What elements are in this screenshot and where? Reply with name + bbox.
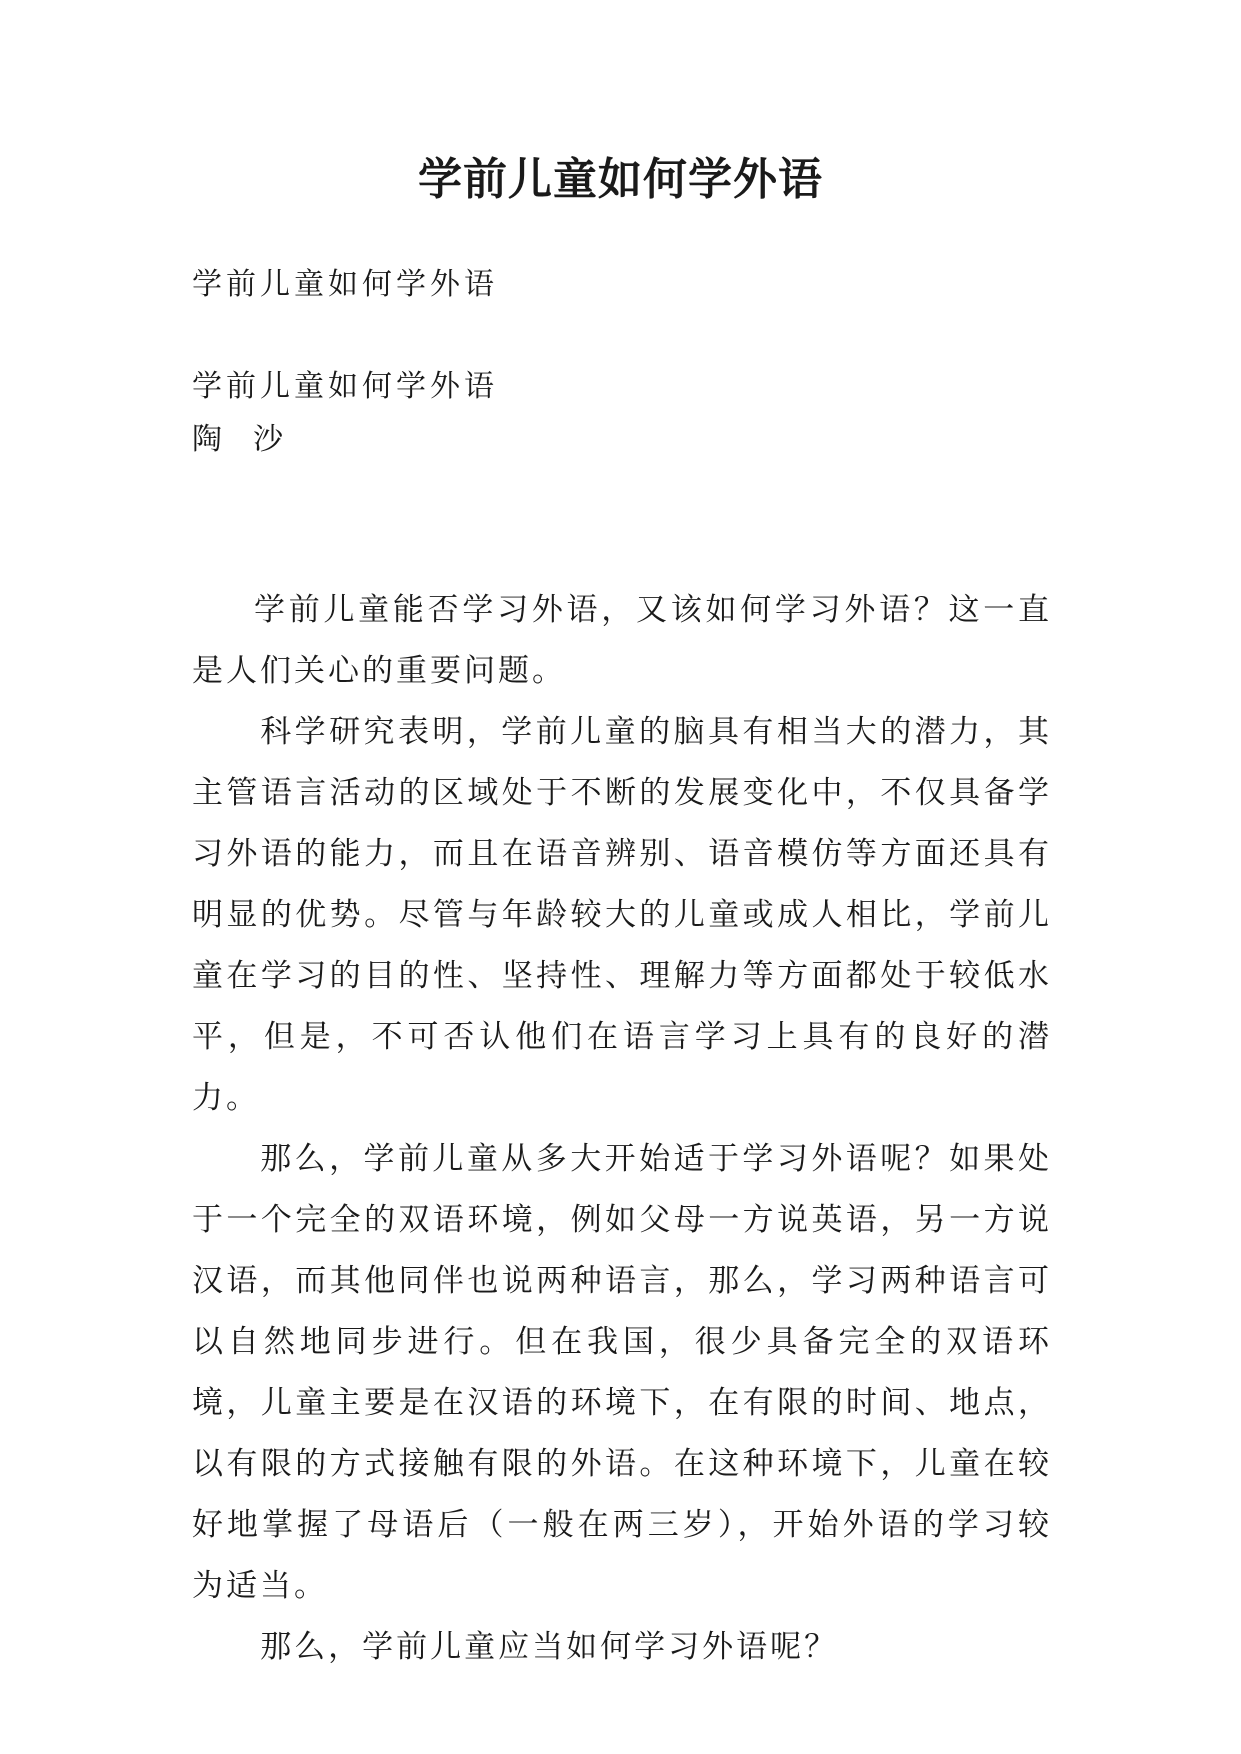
paragraph: 学前儿童能否学习外语，又该如何学习外语？这一直是人们关心的重要问题。 [192, 592, 1052, 689]
document-title: 学前儿童如何学外语 [418, 154, 823, 205]
article-title-line: 学前儿童如何学外语 [192, 369, 498, 404]
document-body [192, 592, 1052, 1678]
author-name: 陶 沙 [192, 422, 288, 457]
paragraph: 那么，学前儿童应当如何学习外语呢？ [260, 1629, 839, 1665]
paragraph: 科学研究表明，学前儿童的脑具有相当大的潜力，其主管语言活动的区域处于不断的发展变化中，不仅具备学习外语的能力，而且在语音辨别、语音模仿等方面还具有明显的优势。尽管与年龄较大的儿童或成人相比，学前儿童在学习的目的性、坚持性、理解力等方面都处于较低水平，但是，不可否认他们在语言学习上具有的良好的潜力。 [192, 714, 1052, 1116]
paragraph: 那么，学前儿童从多大开始适于学习外语呢？如果处于一个完全的双语环境，例如父母一方说英语，另一方说汉语，而其他同伴也说两种语言，那么，学习两种语言可以自然地同步进行。但在我国，很少具备完全的双语环境，儿童主要是在汉语的环境下，在有限的时间、地点，以有限的方式接触有限的外语。在这种环境下，儿童在较好地掌握了母语后（一般在两三岁），开始外语的学习较为适当。 [192, 1141, 1052, 1604]
document-subtitle: 学前儿童如何学外语 [192, 267, 498, 302]
